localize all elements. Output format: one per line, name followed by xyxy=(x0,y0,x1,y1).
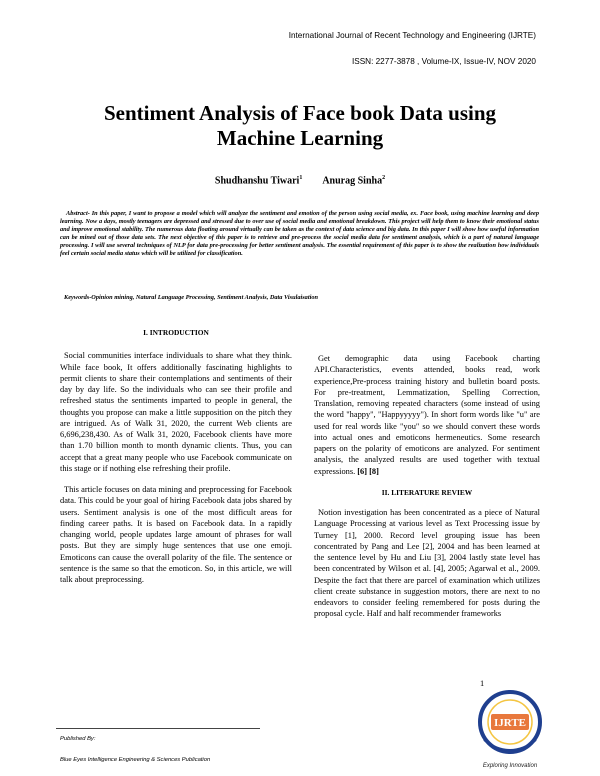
keywords: Keywords-Opinion mining, Natural Language Processing, Sentiment Analysis, Data Visulaisation xyxy=(64,294,318,301)
page-number: 1 xyxy=(480,679,485,688)
section-heading-introduction: I. INTRODUCTION xyxy=(143,328,209,337)
journal-logo xyxy=(478,690,542,770)
paragraph: Social communities interface individuals to share what they think. While face book, It offers additionally fascinating highlights to permit clients to share their contemplations and sentiments of their day by day life. So the individuals who can see their profile and refreshed status the sentiments imparted to people in general, the thoughts you propose can make a little supposition on the pitch they are intrigued. As of Walk 31, 2020, the current Web clients are 6,696,238,430. As of Walk 31, 2020, Facebook clients have more than 1.70 billion month to month dynamic clients. Thus, you can accept that a great many people who use Facebook communicate on this stage or if nothing else refreshing their profile. xyxy=(60,351,292,473)
section-heading-literature-review: II. LITERATURE REVIEW xyxy=(381,487,473,497)
footer-divider xyxy=(56,728,260,729)
citation-refs: [6] [8] xyxy=(357,466,379,476)
paper-title: Sentiment Analysis of Face book Data using Machine Learning xyxy=(103,101,497,150)
paragraph xyxy=(314,353,540,477)
right-column xyxy=(314,353,540,620)
issn-info: ISSN: 2277-3878 , Volume-IX, Issue-IV, NOV 2020 xyxy=(351,57,536,66)
published-by-label: Published By: xyxy=(60,736,96,742)
author-name: Anurag Sinha xyxy=(322,175,383,187)
author-name: Shudhanshu Tiwari xyxy=(214,175,300,187)
logo-text: IJRTE xyxy=(493,717,527,729)
publisher-name: Blue Eyes Intelligence Engineering & Sciences Publication xyxy=(60,757,211,763)
author-affiliation-mark: 1 xyxy=(299,175,303,181)
logo-tagline: Exploring Innovation xyxy=(482,763,538,769)
author-line xyxy=(0,175,600,186)
paragraph: Notion investigation has been concentrated as a piece of Natural Language Processing at various level as Text Processing issue by Turney [1], 2000. Record level grouping issue has been concentrated by Pang and Lee [2], 2004 and has been learned at the sentence level by Hu and Liu [3], 2004 lastly state level has been concentrated by Wilson et al. [4], 2005; Agarwal et al., 2009. Despite the fact that there are parcel of examination which utilizes client create substance in suggestion motors, there are next to no endeavors to consider feeling remembered for posts during the proposal cycle. Half and half recommender frameworks xyxy=(314,508,540,619)
author-affiliation-mark: 2 xyxy=(382,175,386,181)
abstract-text: Abstract- In this paper, I want to propose a model which will analyze the sentiment and emotion of the person using social media, ex. Face book, using machine learning and deep learning. Now a days, mostly teenagers are depressed and stressed due to over use of social media and emotional breakdown. This project will help them to know their emotional status and improve emotional stability. The numerous data floating around virtually can be taken as the context of data science and big data. In this paper I will show how useful information can be mined out of those data sets. The next objective of this paper is to retrieve and pre-process the social media data for sentiment analysis, which is a part of natural language processing. I will use several techniques of NLP for data pre-processing for better sentiment analysis. The essential requirement of this paper is to show the realization how individuals feel certain social media status which will be utilized for classification. xyxy=(60,210,539,258)
journal-name: International Journal of Recent Technology and Engineering (IJRTE) xyxy=(288,31,536,40)
paragraph: This article focuses on data mining and preprocessing for Facebook data. This could be your goal of hiring Facebook data jobs shared by users. Sentiment analysis is one of the most difficult areas for finding career paths. It is based on Facebook data. In a rapidly changing world, people updates large amount of phrases for wall posts. But they are simply huge sentences that use one emoji. Emoticons can cause the overall polarity of the file. The sentence or sentence is the same so that the emoticon. So, in this article, we will talk about preprocessing. xyxy=(60,485,292,584)
paragraph-text: Get demographic data using Facebook charting API.Characteristics, events attended, books read, work experience,Pre-process training history and bulletin board posts. For pre-treatment, Lemmatization, Spelling Correction, Translation, removing repeated characters (some instead of using the word "happy", "Happyyyyy"). In short form words like "u" are used for real words like "you" so we should convert these words into actual ones and emoticons hermeneutics. Some research papers on the polarity of emoticons are analyzed. For sentiment analysis, the analyzed results are used together with textual expressions. xyxy=(314,354,540,476)
left-column xyxy=(60,327,292,585)
abstract xyxy=(60,210,539,259)
